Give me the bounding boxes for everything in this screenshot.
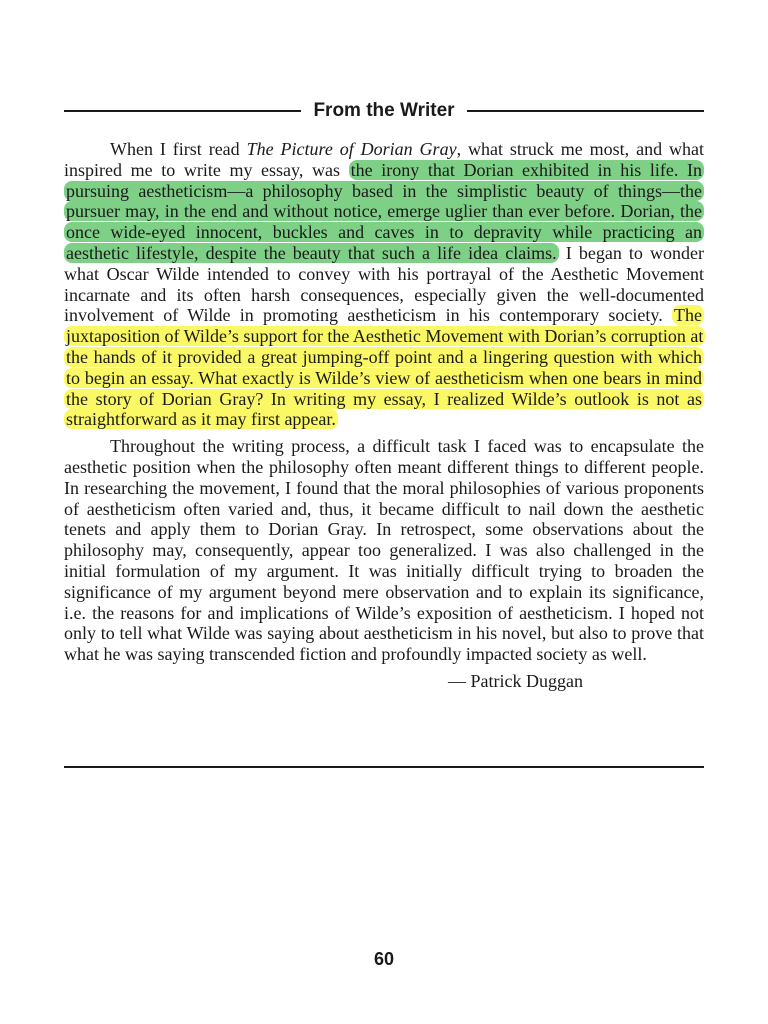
- article-body: [64, 139, 704, 692]
- author-signature: — Patrick Duggan: [448, 670, 583, 691]
- paragraph-1-lead: , what struck me most, and what inspired me to write my essay, was: [64, 139, 704, 180]
- header-rule-right: [467, 110, 704, 112]
- yellow-highlight[interactable]: The juxtaposition of Wilde’s support for the Aesthetic Movement with Dorian’s corruption at the hands of it provided a great jumping-off point and a lingering question with which to begin an essay. What exactly is Wilde’s view of aestheticism when one bears in mind the story of Dorian Gray? In writing my essay, I realized Wilde’s outlook is not as straightforward as it may first appear.: [66, 305, 704, 430]
- bottom-rule: [64, 766, 704, 768]
- section-title: From the Writer: [313, 100, 455, 121]
- book-title: The Picture of Dorian Gray: [246, 139, 457, 159]
- paragraph-1-intro: When I first read: [110, 139, 247, 159]
- paragraph-2: [64, 436, 704, 665]
- section-header: [64, 100, 704, 122]
- green-highlight[interactable]: the irony that Dorian exhibited in his life. In pursuing aestheticism—a philosophy based in the simplistic beauty of things—the pursuer may, in the end and without notice, emerge uglier than ever before. Dorian, the once wide-eyed innocent, buckles and caves in to depravity while practicing an aesthetic lifestyle, despite the beauty that such a life idea claims.: [66, 159, 703, 263]
- paragraph-1-middle: I began to wonder what Oscar Wilde intended to convey with his portrayal of the Aesthetic Movement incarnate and its often harsh consequences, especially given the well-documented involvement of Wilde in promoting aestheticism in his contemporary society.: [64, 242, 704, 326]
- paragraph-2-text: Throughout the writing process, a difficult task I faced was to encapsulate the aesthetic position when the philosophy often meant different things to different people. In researching the movement, I found that the moral philosophies of various proponents of aestheticism often varied and, thus, it became difficult to nail down the aesthetic tenets and apply them to Dorian Gray. In retrospect, some observations about the philosophy may, consequently, appear too generalized. I was also challenged in the initial formulation of my argument. It was initially difficult trying to broaden the significance of my argument beyond mere observation and to explain its significance, i.e. the reasons for and implications of Wilde’s exposition of aestheticism. I hoped not only to tell what Wilde was saying about aestheticism in his novel, but also to prove that what he was saying transcended fiction and profoundly impacted society as well.: [64, 436, 704, 665]
- paragraph-1: [64, 139, 704, 430]
- document-page: [64, 0, 704, 1024]
- header-rule-left: [64, 110, 301, 112]
- page-number: 60: [373, 949, 395, 969]
